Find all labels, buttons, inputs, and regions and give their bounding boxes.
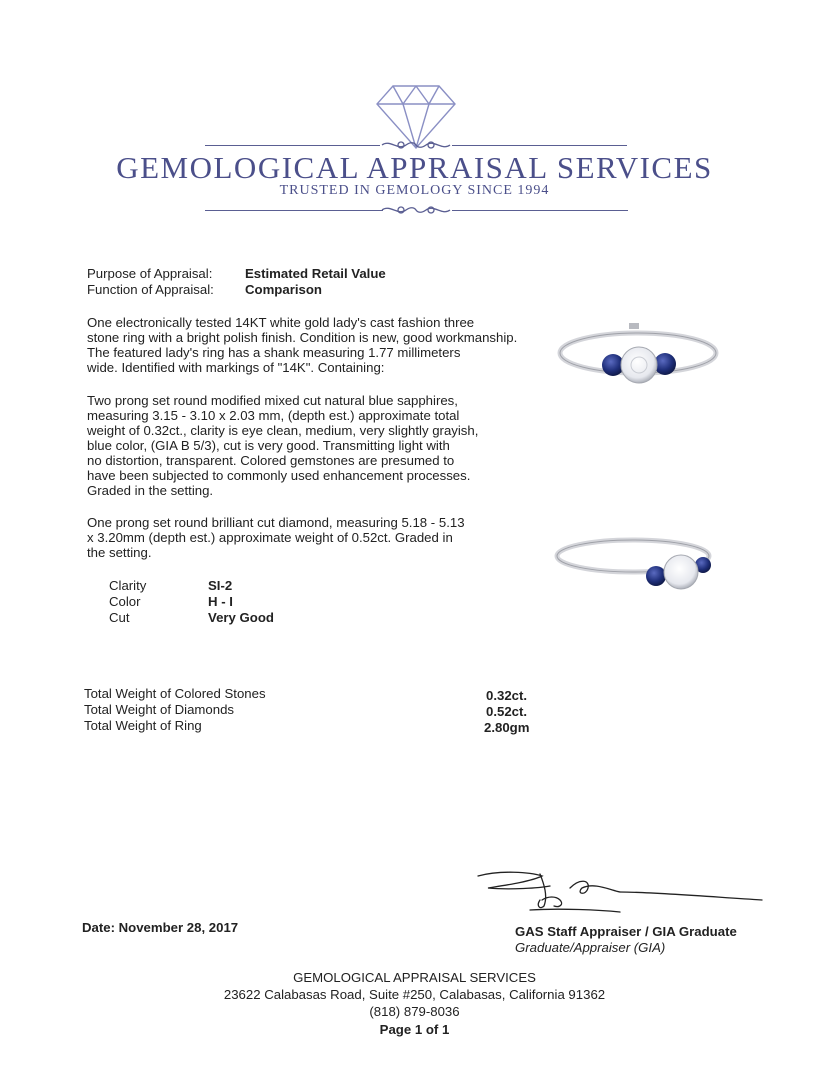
header-top-rule [452, 145, 627, 146]
text-line: One prong set round brilliant cut diamond, measuring 5.18 - 5.13 [87, 515, 465, 530]
page-number: Page 1 of 1 [379, 1022, 450, 1037]
total-label-colored-stones: Total Weight of Colored Stones [84, 686, 266, 701]
text-line: x 3.20mm (depth est.) approximate weight of 0.52ct. Graded in [87, 530, 453, 545]
text-line: stone ring with a bright polish finish. Condition is new, good workmanship. [87, 330, 518, 345]
company-name: GEMOLOGICAL APPRAISAL SERVICES [116, 150, 713, 185]
purpose-label: Purpose of Appraisal: [87, 266, 213, 281]
footer-company: GEMOLOGICAL APPRAISAL SERVICES [293, 970, 536, 985]
total-value-ring: 2.80gm [484, 720, 530, 735]
header-top-rule [205, 145, 380, 146]
purpose-value: Estimated Retail Value [245, 266, 386, 281]
total-label-diamonds: Total Weight of Diamonds [84, 702, 235, 717]
handwritten-signature [470, 866, 770, 918]
grade-value-cut: Very Good [208, 610, 274, 625]
ring-photo-front [553, 315, 723, 397]
text-line: have been subjected to commonly used enhancement processes. [87, 468, 471, 483]
ring-description-paragraph [87, 315, 547, 375]
text-line: Two prong set round modified mixed cut natural blue sapphires, [87, 393, 458, 408]
function-value: Comparison [245, 282, 322, 297]
sapphire-description-paragraph [87, 393, 547, 498]
text-line: the setting. [87, 545, 152, 560]
text-line: wide. Identified with markings of "14K". Containing: [87, 360, 385, 375]
company-tagline: TRUSTED IN GEMOLOGY SINCE 1994 [279, 183, 550, 198]
grade-label-cut: Cut [109, 610, 130, 625]
text-line: measuring 3.15 - 3.10 x 2.03 mm, (depth est.) approximate total [87, 408, 460, 423]
text-line: blue color, (GIA B 5/3), cut is very good. Transmitting light with [87, 438, 450, 453]
diamond-description-paragraph [87, 515, 547, 560]
footer-address: 23622 Calabasas Road, Suite #250, Calabasas, California 91362 [223, 987, 606, 1002]
text-line: weight of 0.32ct., clarity is eye clean, medium, very slightly grayish, [87, 423, 479, 438]
total-value-diamonds: 0.52ct. [486, 704, 528, 719]
grade-label-color: Color [109, 594, 141, 609]
total-label-ring: Total Weight of Ring [84, 718, 202, 733]
text-line: The featured lady's ring has a shank measuring 1.77 millimeters [87, 345, 461, 360]
header-bottom-rule [452, 210, 628, 211]
grade-label-clarity: Clarity [109, 578, 147, 593]
grade-value-color: H - I [208, 594, 233, 609]
footer-phone: (818) 879-8036 [369, 1004, 460, 1019]
appraisal-date: Date: November 28, 2017 [82, 920, 239, 935]
header-bottom-rule [205, 210, 383, 211]
text-line: One electronically tested 14KT white gold lady's cast fashion three [87, 315, 475, 330]
function-label: Function of Appraisal: [87, 282, 214, 297]
text-line: no distortion, transparent. Colored gemstones are presumed to [87, 453, 455, 468]
signer-subtitle: Graduate/Appraiser (GIA) [515, 940, 666, 955]
ring-photo-side [553, 528, 723, 598]
flourish-ornament-icon [380, 202, 452, 218]
signer-title: GAS Staff Appraiser / GIA Graduate [515, 924, 737, 939]
text-line: Graded in the setting. [87, 483, 214, 498]
grade-value-clarity: SI-2 [208, 578, 233, 593]
total-value-colored-stones: 0.32ct. [486, 688, 528, 703]
